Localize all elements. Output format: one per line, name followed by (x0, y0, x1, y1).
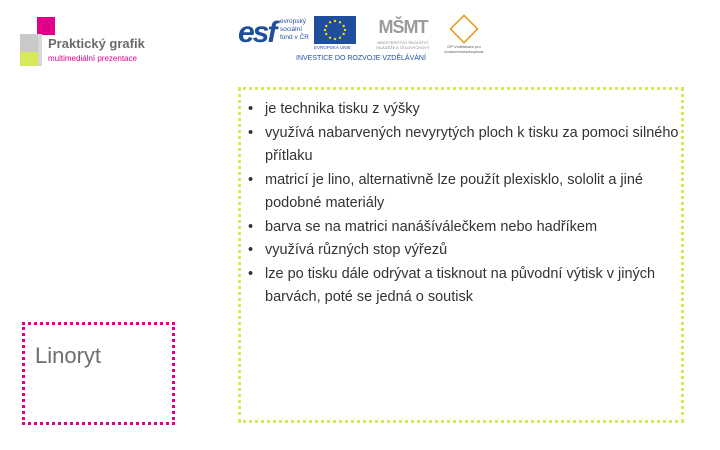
msmt-mark: MŠMT (378, 17, 428, 37)
logo-square-lime (20, 52, 38, 66)
bullet-item: • matricí je lino, alternativně lze použít plexisklo, sololit a jiné podobné materiály (246, 169, 682, 216)
logo-square-magenta (37, 17, 55, 35)
eu-label: EVROPSKÁ UNIE (314, 45, 351, 50)
eu-logo (314, 16, 358, 52)
esf-logo (238, 16, 310, 52)
bullet-item: • využívá různých stop výřezů (246, 239, 682, 263)
op-label: OP Vzdělávání pro konkurenceschopnost (444, 44, 484, 54)
logo-name: Praktický grafik (48, 36, 145, 51)
title-frame (22, 322, 175, 425)
op-diamond-icon (449, 14, 478, 43)
op-logo (442, 16, 486, 54)
slide-title: Linoryt (35, 343, 102, 368)
logo-subtitle: multimediální prezentace (48, 54, 137, 63)
esf-text: evropský sociální fond v ČR (280, 18, 309, 41)
eu-flag-icon (314, 16, 356, 44)
msmt-logo (374, 14, 432, 54)
logo-bar-grey (38, 34, 42, 66)
bullet-item: • využívá nabarvených nevyrytých ploch k tisku za pomoci silného přítlaku (246, 122, 682, 169)
bullet-item: • lze po tisku dále odrývat a tisknout na původní výtisk v jiných barvách, poté se jedná o soutisk (246, 263, 682, 310)
bullet-item: • je technika tisku z výšky (246, 98, 682, 122)
bullet-item: • barva se na matrici nanášíválečkem nebo hadříkem (246, 216, 682, 240)
msmt-label: MINISTERSTVO ŠKOLSTVÍ, MLÁDEŽE A TĚLOVÝCHOVY (376, 40, 430, 50)
investment-slogan: INVESTICE DO ROZVOJE VZDĚLÁVÁNÍ (296, 55, 426, 62)
logo-square-grey (20, 34, 38, 52)
praktický-grafik-logo (18, 14, 158, 70)
esf-mark: esf (238, 16, 276, 49)
bullet-list (246, 98, 682, 310)
sponsor-logos (238, 14, 488, 68)
